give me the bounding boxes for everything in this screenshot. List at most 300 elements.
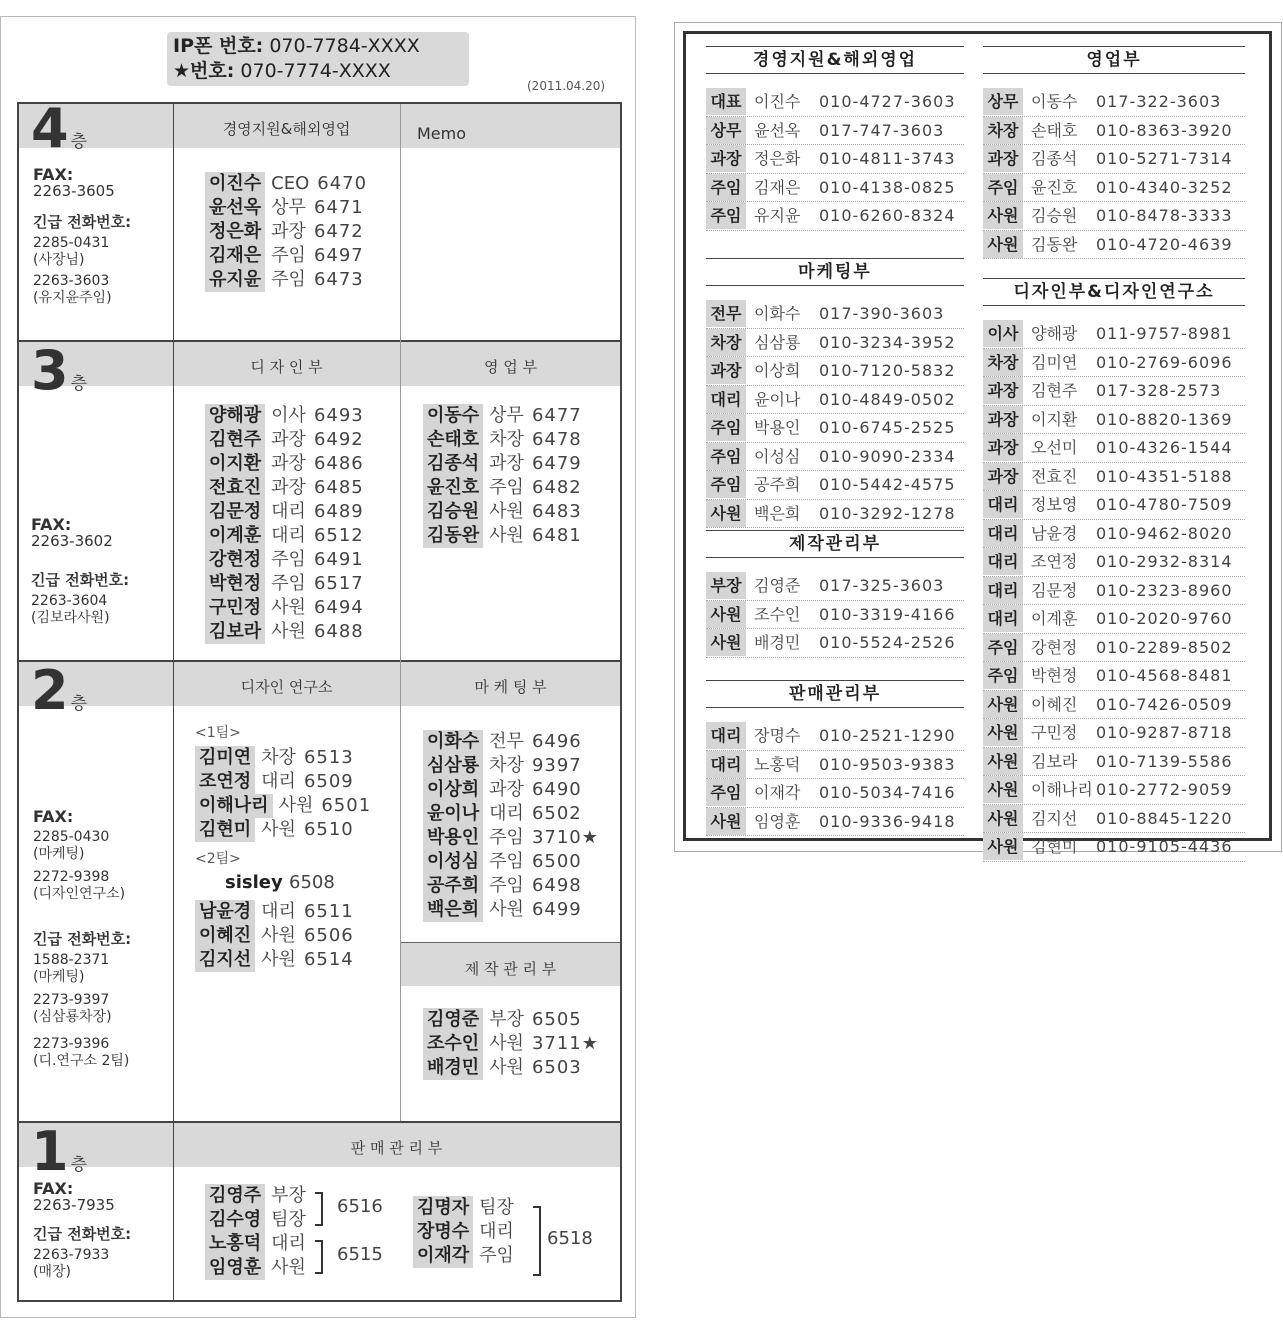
emergency-label: 긴급 전화번호:	[33, 213, 132, 231]
staff-title: 주임	[479, 1245, 514, 1266]
fax-label: FAX:	[31, 515, 72, 534]
mobile-person-row	[706, 722, 964, 751]
staff-row	[423, 850, 599, 874]
staff-row	[423, 826, 599, 850]
person-title: 상무	[706, 117, 746, 144]
staff-extension: 6489	[313, 501, 364, 522]
f2-marketing-staff	[423, 730, 599, 922]
staff-row	[423, 754, 599, 778]
bracket	[533, 1206, 541, 1276]
fax-number: 2263-7935	[33, 1196, 115, 1214]
person-name: 박용인	[754, 418, 801, 437]
staff-name: 정은화	[205, 220, 265, 244]
staff-extension: 6493	[313, 405, 364, 426]
staff-name: 조수인	[423, 1032, 483, 1056]
staff-name: 구민정	[205, 596, 265, 620]
person-name: 유지윤	[754, 206, 801, 225]
staff-title: 대리	[261, 771, 296, 792]
staff-title: 주임	[271, 269, 306, 290]
person-title: 사원	[983, 833, 1023, 860]
f1-contact-info: FAX: 2263-7935 긴급 전화번호: 2263-7933 (매장)	[33, 1179, 132, 1280]
mobile-person-row	[983, 719, 1245, 748]
person-name: 남윤경	[1031, 523, 1078, 543]
staff-extension: 6500	[531, 851, 582, 872]
mobile-person-row	[706, 202, 964, 231]
extension-directory	[0, 16, 636, 1318]
person-phone: 010-4849-0502	[819, 389, 956, 409]
person-name: 김동완	[1031, 234, 1078, 254]
person-phone: 010-9105-4436	[1096, 837, 1233, 856]
staff-title: 사원	[271, 597, 306, 618]
person-title: 상무	[983, 88, 1023, 115]
staff-row	[195, 770, 371, 794]
staff-row	[413, 1196, 514, 1220]
f1-sales-mgmt-header: 판 매 관 리 부	[350, 1139, 443, 1157]
star-label: ★번호:	[173, 60, 235, 82]
staff-name: 김보라	[205, 620, 265, 644]
person-title: 대리	[983, 520, 1023, 547]
staff-row	[205, 172, 367, 196]
person-name: 박현정	[1031, 666, 1078, 685]
mobile-person-row	[983, 605, 1245, 634]
divider	[19, 1121, 620, 1123]
f2-lab-header: 디자인 연구소	[240, 678, 333, 696]
staff-name: 공주희	[423, 874, 483, 898]
person-name: 김재은	[754, 177, 801, 197]
staff-title: 주임	[489, 851, 524, 872]
staff-title: 상무	[489, 405, 524, 426]
person-title: 사원	[983, 776, 1023, 803]
staff-extension: 3711★	[531, 1033, 599, 1054]
staff-extension: 6511	[303, 901, 354, 922]
staff-name: 김지선	[195, 948, 255, 972]
person-title: 과장	[983, 377, 1023, 404]
person-name: 조연정	[1031, 552, 1078, 571]
issue-date: (2011.04.20)	[527, 79, 606, 93]
f2-lab-staff	[195, 722, 371, 972]
mobile-person-row	[983, 691, 1245, 720]
staff-row	[423, 524, 582, 548]
mobile-person-row	[983, 88, 1245, 117]
person-name: 김보라	[1031, 751, 1078, 771]
floor-2-label: 2 층	[31, 659, 88, 722]
person-name: 조수인	[754, 604, 801, 624]
f3-design-staff	[205, 404, 364, 644]
staff-name: 이동수	[423, 404, 483, 428]
f2-production-header: 제 작 관 리 부	[464, 960, 557, 978]
person-phone: 017-322-3603	[1096, 92, 1222, 111]
staff-title: 과장	[489, 779, 524, 800]
person-name: 양해광	[1031, 324, 1078, 343]
mobile-person-row	[706, 751, 964, 780]
staff-row	[423, 476, 582, 500]
person-title: 전무	[706, 300, 746, 327]
staff-name: 전효진	[205, 476, 265, 500]
staff-title: CEO	[271, 173, 310, 194]
staff-name: 장명수	[413, 1220, 473, 1244]
staff-extension: 3710★	[531, 827, 599, 848]
person-name: 배경민	[754, 633, 801, 652]
mobile-person-row	[706, 117, 964, 146]
divider	[19, 340, 620, 342]
person-name: 이해나리	[1031, 780, 1093, 799]
person-title: 차장	[983, 117, 1023, 144]
staff-name: 남윤경	[195, 900, 255, 924]
staff-title: 대리	[489, 803, 524, 824]
divider	[401, 942, 620, 943]
staff-row	[205, 404, 364, 428]
person-name: 김지선	[1031, 808, 1078, 828]
mobile-person-row	[983, 577, 1245, 606]
person-title: 과장	[983, 463, 1023, 490]
person-phone: 010-3234-3952	[819, 332, 956, 352]
staff-extension: 6494	[313, 597, 364, 618]
staff-title: 대리	[261, 901, 296, 922]
person-title: 과장	[983, 434, 1023, 461]
staff-row	[205, 476, 364, 500]
staff-title: 사원	[271, 621, 306, 642]
staff-extension: 6478	[531, 429, 582, 450]
staff-extension: 6497	[313, 245, 364, 266]
staff-title: 대리	[271, 525, 306, 546]
staff-name: 이계훈	[205, 524, 265, 548]
staff-title: 주임	[271, 245, 306, 266]
mobile-person-row	[983, 548, 1245, 577]
mobile-person-row	[706, 779, 964, 808]
staff-name: 김영준	[423, 1008, 483, 1032]
person-phone: 010-2769-6096	[1096, 352, 1233, 372]
person-title: 주임	[706, 779, 746, 806]
staff-row	[205, 1184, 306, 1208]
mobile-person-row	[706, 174, 964, 203]
person-title: 주임	[706, 443, 746, 470]
staff-row	[423, 1008, 599, 1032]
mobile-person-row	[983, 491, 1245, 520]
staff-name: 이화수	[423, 730, 483, 754]
f1-group-a-ext-1: 6516	[337, 1196, 383, 1217]
person-title: 과장	[706, 145, 746, 172]
mobile-person-row	[706, 88, 964, 117]
person-name: 이화수	[754, 304, 801, 323]
staff-row	[423, 730, 599, 754]
staff-name: 윤이나	[423, 802, 483, 826]
bracket	[315, 1192, 323, 1226]
mobile-person-row	[983, 463, 1245, 492]
staff-name: 김문정	[205, 500, 265, 524]
staff-title: 주임	[489, 875, 524, 896]
staff-title: 팀장	[271, 1209, 306, 1230]
person-name: 심삼룡	[754, 332, 801, 352]
person-phone: 010-4811-3743	[819, 149, 956, 168]
staff-title: 과장	[271, 477, 306, 498]
person-phone: 010-4138-0825	[819, 177, 956, 197]
mobile-person-row	[983, 377, 1245, 406]
staff-title: 차장	[261, 747, 296, 768]
staff-name: 임영훈	[205, 1256, 265, 1280]
emergency-label: 긴급 전화번호:	[31, 571, 130, 589]
staff-row	[205, 1208, 306, 1232]
person-phone: 010-5524-2526	[819, 633, 956, 652]
fax-label: FAX:	[33, 165, 74, 184]
person-name: 임영훈	[754, 811, 801, 831]
staff-extension: 6506	[303, 925, 354, 946]
person-phone: 010-9462-8020	[1096, 523, 1233, 543]
staff-title: 부장	[271, 1185, 306, 1206]
staff-name: 이지환	[205, 452, 265, 476]
mobile-dept-header: 판매관리부	[706, 680, 964, 708]
staff-extension: 6472	[313, 221, 364, 242]
staff-row	[195, 900, 371, 924]
emergency-label: 긴급 전화번호:	[33, 930, 132, 948]
staff-name: 박현정	[205, 572, 265, 596]
person-phone: 010-5271-7314	[1096, 149, 1233, 168]
person-title: 대리	[706, 386, 746, 413]
staff-row	[423, 898, 599, 922]
staff-extension: 6509	[303, 771, 354, 792]
person-name: 구민정	[1031, 723, 1078, 742]
staff-name: 김영주	[205, 1184, 265, 1208]
mobile-person-row	[983, 117, 1245, 146]
staff-name: 김수영	[205, 1208, 265, 1232]
mobile-person-row	[983, 434, 1245, 463]
staff-extension: 6517	[313, 573, 364, 594]
staff-title: 과장	[271, 429, 306, 450]
staff-title: 팀장	[479, 1197, 514, 1218]
staff-name: 김승원	[423, 500, 483, 524]
staff-row	[195, 948, 371, 972]
person-title: 대표	[706, 88, 746, 115]
staff-row	[205, 428, 364, 452]
staff-name: 조연정	[195, 770, 255, 794]
mobile-person-row	[983, 634, 1245, 663]
staff-name: 김재은	[205, 244, 265, 268]
staff-extension: 6490	[531, 779, 582, 800]
person-title: 주임	[706, 174, 746, 201]
staff-name: 노홍덕	[205, 1232, 265, 1256]
staff-title: 사원	[271, 1257, 306, 1278]
staff-name: 윤진호	[423, 476, 483, 500]
staff-row	[423, 802, 599, 826]
mobile-directory	[674, 22, 1282, 856]
staff-title: 과장	[489, 453, 524, 474]
person-title: 사원	[706, 500, 746, 527]
staff-row	[413, 1220, 514, 1244]
f1-group-b	[413, 1196, 514, 1268]
staff-extension: 6505	[531, 1009, 582, 1030]
person-phone: 010-6260-8324	[819, 206, 956, 225]
memo-label: Memo	[417, 124, 467, 143]
mobile-person-row	[983, 231, 1245, 260]
person-title: 사원	[983, 748, 1023, 775]
star-number: 070-7774-XXXX	[240, 60, 391, 82]
divider	[19, 660, 620, 662]
staff-name: 손태호	[423, 428, 483, 452]
person-title: 사원	[983, 231, 1023, 258]
staff-name: 김명자	[413, 1196, 473, 1220]
staff-name: 양해광	[205, 404, 265, 428]
person-phone: 010-8845-1220	[1096, 808, 1233, 828]
staff-title: 주임	[271, 573, 306, 594]
person-phone: 017-747-3603	[819, 120, 945, 140]
person-phone: 010-4340-3252	[1096, 177, 1233, 197]
person-name: 김승원	[1031, 206, 1078, 225]
staff-name: 심삼룡	[423, 754, 483, 778]
person-title: 사원	[983, 202, 1023, 229]
mobile-person-list	[706, 300, 964, 528]
person-title: 주임	[983, 634, 1023, 661]
staff-row	[423, 778, 599, 802]
staff-row	[205, 596, 364, 620]
person-title: 과장	[983, 145, 1023, 172]
staff-extension: 6496	[531, 731, 582, 752]
person-title: 대리	[983, 491, 1023, 518]
staff-row	[423, 452, 582, 476]
staff-extension: 6499	[531, 899, 582, 920]
staff-name: 유지윤	[205, 268, 265, 292]
mobile-person-list	[706, 572, 964, 658]
staff-title: 사원	[261, 819, 296, 840]
staff-row	[205, 244, 367, 268]
divider	[173, 104, 174, 1300]
mobile-person-row	[706, 601, 964, 630]
person-phone: 010-9287-8718	[1096, 723, 1233, 742]
person-phone: 010-7426-0509	[1096, 694, 1233, 714]
person-title: 주임	[983, 662, 1023, 689]
person-name: 손태호	[1031, 120, 1078, 140]
person-name: 김종석	[1031, 149, 1078, 168]
staff-extension: 6483	[531, 501, 582, 522]
staff-name: 이성심	[423, 850, 483, 874]
staff-title: 사원	[489, 501, 524, 522]
staff-name: 윤선옥	[205, 196, 265, 220]
f2-production-staff	[423, 1008, 599, 1080]
staff-title: 대리	[479, 1221, 514, 1242]
staff-title: 차장	[489, 429, 524, 450]
person-phone: 017-390-3603	[819, 304, 945, 323]
staff-extension: 6501	[321, 795, 372, 816]
staff-row	[423, 428, 582, 452]
person-name: 이진수	[754, 92, 801, 111]
person-name: 이성심	[754, 446, 801, 466]
staff-title: 사원	[278, 795, 314, 816]
mobile-person-row	[983, 662, 1245, 691]
mobile-person-row	[706, 329, 964, 358]
f3-sales-staff	[423, 404, 582, 548]
mobile-person-row	[983, 202, 1245, 231]
staff-extension: 6473	[313, 269, 364, 290]
person-phone: 010-8363-3920	[1096, 120, 1233, 140]
staff-title: 과장	[271, 221, 306, 242]
person-title: 주임	[706, 471, 746, 498]
staff-name: 이혜진	[195, 924, 255, 948]
mobile-person-row	[983, 406, 1245, 435]
staff-row	[205, 1256, 306, 1280]
person-name: 김미연	[1031, 352, 1078, 372]
mobile-person-list	[706, 722, 964, 836]
staff-name: 김현미	[195, 818, 255, 842]
f4-staff-list	[205, 172, 367, 292]
person-name: 이지환	[1031, 409, 1078, 429]
staff-name: 김미연	[195, 746, 255, 770]
person-title: 대리	[983, 577, 1023, 604]
person-phone: 011-9757-8981	[1096, 324, 1233, 343]
person-phone: 010-2289-8502	[1096, 637, 1233, 657]
staff-title: 상무	[271, 197, 306, 218]
mobile-person-row	[706, 414, 964, 443]
staff-extension: 6486	[313, 453, 364, 474]
person-name: 김영준	[754, 576, 801, 595]
staff-extension: 6514	[303, 949, 354, 970]
person-title: 부장	[706, 572, 746, 599]
staff-title: 대리	[271, 501, 306, 522]
staff-row	[423, 404, 582, 428]
staff-row	[195, 794, 371, 818]
f4-contact-info: FAX: 2263-3605 긴급 전화번호: 2285-0431 (사장님) 2263-3603 (유지윤주임)	[33, 165, 132, 306]
staff-extension: 9397	[531, 755, 582, 776]
staff-name: 백은희	[423, 898, 483, 922]
mobile-person-row	[706, 386, 964, 415]
staff-extension: 6479	[531, 453, 582, 474]
person-name: 전효진	[1031, 466, 1078, 486]
person-phone: 017-328-2573	[1096, 381, 1222, 400]
staff-title: 사원	[489, 1033, 524, 1054]
staff-name: 강현정	[205, 548, 265, 572]
staff-name: 배경민	[423, 1056, 483, 1080]
person-phone: 010-5442-4575	[819, 475, 956, 494]
f4-dept-header: 경영지원&해외영업	[222, 120, 351, 138]
staff-extension: 6485	[313, 477, 364, 498]
mobile-person-row	[983, 776, 1245, 805]
person-name: 정은화	[754, 149, 801, 168]
person-phone: 010-4720-4639	[1096, 234, 1233, 254]
person-name: 오선미	[1031, 438, 1078, 457]
mobile-person-row	[983, 520, 1245, 549]
fax-label: FAX:	[33, 807, 74, 826]
person-name: 윤이나	[754, 389, 801, 409]
fax-number: 2263-3602	[31, 532, 113, 550]
ip-label: IP폰 번호:	[173, 35, 264, 57]
mobile-person-row	[983, 748, 1245, 777]
staff-title: 과장	[271, 453, 306, 474]
mobile-person-list	[983, 88, 1245, 259]
person-name: 공주희	[754, 475, 801, 494]
person-name: 이동수	[1031, 92, 1078, 111]
staff-name: 이상희	[423, 778, 483, 802]
team1-label: <1팀>	[195, 725, 241, 741]
person-phone: 010-4351-5188	[1096, 466, 1233, 486]
f3-design-header: 디 자 인 부	[250, 358, 323, 376]
mobile-person-row	[706, 572, 964, 601]
staff-row	[205, 196, 367, 220]
person-phone: 010-9336-9418	[819, 811, 956, 831]
staff-extension: 6513	[303, 747, 354, 768]
person-name: 김현미	[1031, 837, 1078, 856]
person-phone: 010-4568-8481	[1096, 666, 1233, 685]
person-title: 이사	[983, 320, 1023, 347]
staff-title: 이사	[271, 405, 306, 426]
mobile-dept-header: 경영지원&해외영업	[706, 46, 964, 74]
person-phone: 010-2932-8314	[1096, 552, 1233, 571]
mobile-person-list	[706, 88, 964, 231]
mobile-dept-header: 제작관리부	[706, 530, 964, 558]
emergency-label: 긴급 전화번호:	[33, 1225, 132, 1243]
mobile-person-row	[706, 808, 964, 837]
staff-title: 주임	[489, 827, 524, 848]
person-phone: 010-9090-2334	[819, 446, 956, 466]
person-title: 사원	[706, 808, 746, 835]
person-title: 사원	[983, 719, 1023, 746]
person-name: 이재각	[754, 783, 801, 802]
